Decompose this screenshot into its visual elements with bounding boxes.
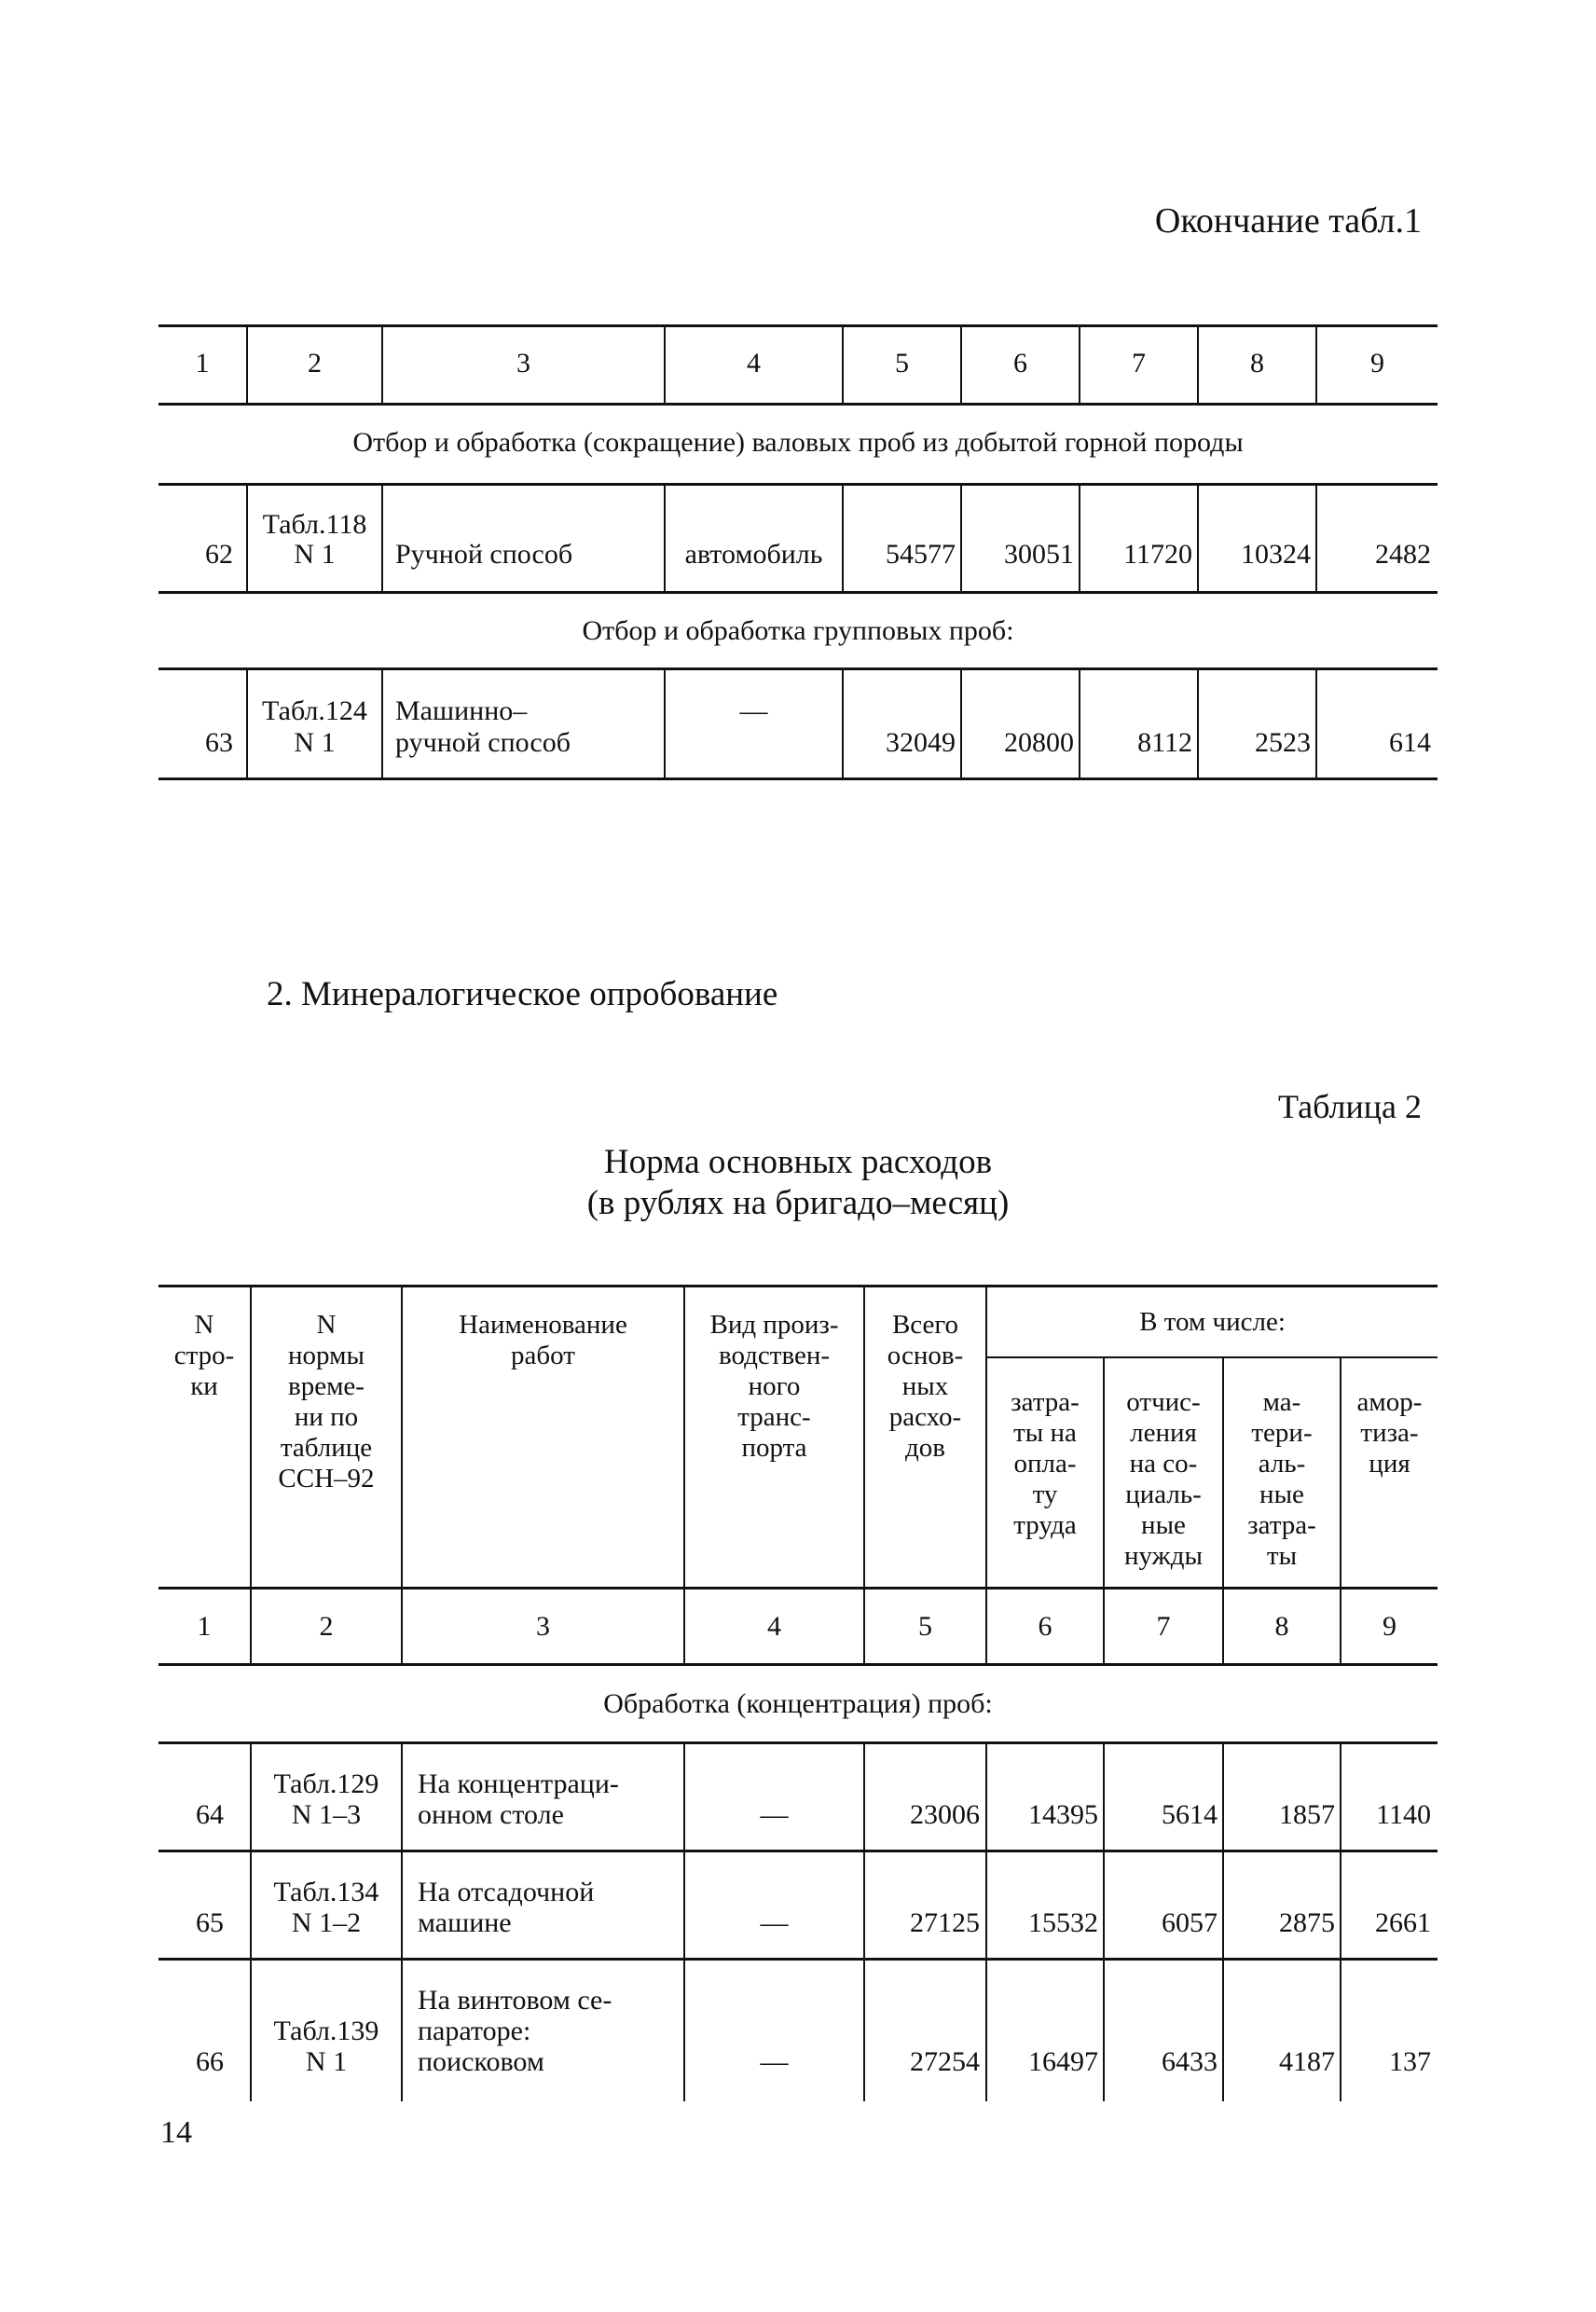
page-number: 14 bbox=[160, 2115, 192, 2150]
section-heading: Отбор и обработка групповых проб: bbox=[582, 615, 1014, 646]
col-number: 3 bbox=[536, 1611, 550, 1642]
col-number: 2 bbox=[308, 348, 322, 378]
col-number: 5 bbox=[918, 1611, 932, 1642]
col-number: 6 bbox=[1038, 1611, 1053, 1642]
col-number: 8 bbox=[1274, 1611, 1289, 1642]
col-number: 6 bbox=[1013, 348, 1027, 378]
col-number: 9 bbox=[1370, 348, 1384, 378]
continuation-label: Окончание табл.1 bbox=[1154, 201, 1422, 241]
col-number: 7 bbox=[1156, 1611, 1171, 1642]
col-number: 3 bbox=[516, 348, 530, 378]
col-number: 8 bbox=[1250, 348, 1264, 378]
col-number: 5 bbox=[895, 348, 909, 378]
col-number: 2 bbox=[319, 1611, 334, 1642]
col-number: 9 bbox=[1383, 1611, 1396, 1642]
col-number: 4 bbox=[767, 1611, 781, 1642]
table-label: Таблица 2 bbox=[1278, 1088, 1422, 1125]
column-group-header: В том числе: bbox=[1139, 1307, 1286, 1337]
table-subtitle: (в рублях на бригадо–месяц) bbox=[586, 1184, 1010, 1222]
section-heading: Отбор и обработка (сокращение) валовых проб из добытой горной породы bbox=[352, 427, 1244, 458]
table-title: Норма основных расходов bbox=[603, 1143, 993, 1181]
col-number: 7 bbox=[1132, 348, 1146, 378]
section-heading: 2. Минералогическое опробование bbox=[267, 975, 778, 1013]
col-number: 1 bbox=[195, 348, 210, 378]
col-number: 1 bbox=[197, 1611, 212, 1642]
col-number: 4 bbox=[747, 348, 761, 378]
section-heading: Обработка (концентрация) проб: bbox=[603, 1688, 993, 1719]
